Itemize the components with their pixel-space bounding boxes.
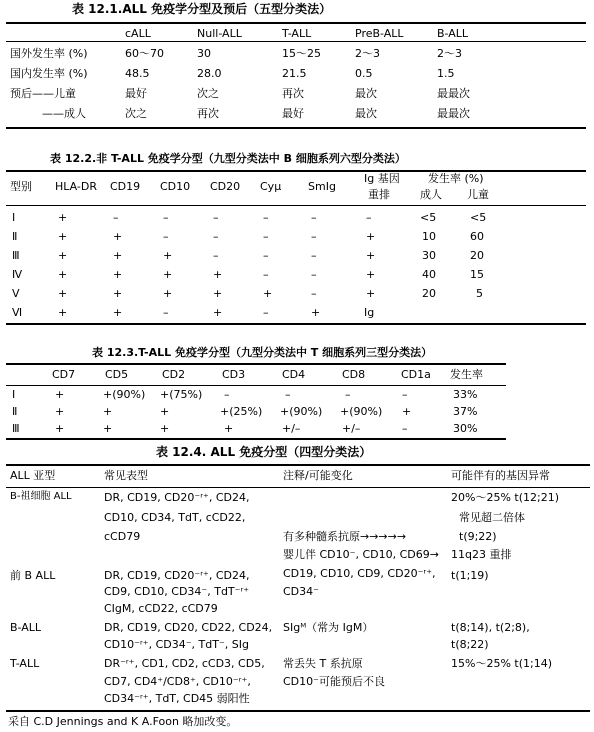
- table2-cell: +: [163, 287, 173, 300]
- table3-header-rule: [6, 385, 506, 386]
- table2-cell: –: [113, 211, 119, 224]
- table3-header-cd5: CD5: [105, 368, 129, 381]
- table2-top-rule: [6, 170, 586, 172]
- table3-cell: 33%: [453, 388, 478, 401]
- table2-cell: +: [113, 249, 123, 262]
- table2-adult-rate: <5: [420, 211, 437, 224]
- table2-cell: –: [311, 287, 317, 300]
- table4-header-rule: [6, 487, 590, 488]
- table1-row-label: ——成人: [42, 107, 86, 120]
- table4-header-subtype: ALL 亚型: [10, 469, 56, 482]
- table1-cell: 再次: [282, 87, 304, 100]
- table2-cell: –: [213, 211, 219, 224]
- table1-row-label: 国内发生率 (%): [10, 67, 88, 80]
- table4-gene-line: t(1;19): [451, 569, 489, 582]
- table2-cell: +: [366, 249, 376, 262]
- table2-bottom-rule: [6, 323, 586, 325]
- table2-child-rate: <5: [470, 211, 487, 224]
- table4-gene-line: t(8;22): [451, 638, 489, 651]
- table3-caption: 表 12.3.T-ALL 免疫学分型（九型分类法中 T 细胞系列三型分类法）: [92, 346, 433, 359]
- table4-note-line: CD34⁻: [283, 585, 319, 598]
- table2-header-rearrangement: 重排: [368, 188, 390, 201]
- table3-cell: 30%: [453, 422, 478, 435]
- table2-cell: +: [366, 287, 376, 300]
- table4-phenotype-line: CIgM, cCD22, cCD79: [104, 602, 218, 615]
- table2-cell: +: [113, 268, 123, 281]
- table2-cell: +: [113, 230, 123, 243]
- table4-phenotype-line: CD9, CD10, CD34⁻, TdT⁻ʳ⁺: [104, 585, 250, 598]
- table4-note-line: SIgᴹ（常为 IgM）: [283, 621, 374, 634]
- table2-cell: +: [163, 268, 173, 281]
- table2-row-type: Ⅱ: [12, 230, 18, 243]
- table2-adult-rate: 10: [422, 230, 436, 243]
- table3-row-type: Ⅱ: [12, 405, 18, 418]
- table2-row-type: Ⅳ: [12, 268, 23, 281]
- table2-cell: –: [263, 211, 269, 224]
- table2-row-type: Ⅰ: [12, 211, 16, 224]
- table4-gene-line: t(8;14), t(2;8),: [451, 621, 530, 634]
- table2-cell: +: [311, 306, 321, 319]
- table4-phenotype-line: CD10, CD34, TdT, cCD22,: [104, 511, 246, 524]
- table1-header-b-all: B-ALL: [437, 27, 469, 40]
- table1-header-null-all: Null-ALL: [197, 27, 242, 40]
- table1-cell: 2～3: [437, 47, 462, 60]
- table3-cell: –: [285, 388, 291, 401]
- table2-row-type: Ⅵ: [12, 306, 23, 319]
- table3-bottom-rule: [6, 438, 506, 440]
- table1-cell: 21.5: [282, 67, 307, 80]
- table3-header-cd1a: CD1a: [401, 368, 431, 381]
- table1-header-rule: [6, 41, 586, 42]
- table1-top-rule: [6, 22, 586, 24]
- table3-cell: +: [55, 405, 65, 418]
- table2-child-rate: 15: [470, 268, 484, 281]
- table4-caption: 表 12.4. ALL 免疫分型（四型分类法）: [156, 445, 372, 459]
- table1-cell: 28.0: [197, 67, 222, 80]
- table1-cell: 48.5: [125, 67, 150, 80]
- table3-cell: –: [345, 388, 351, 401]
- table1-caption: 表 12.1.ALL 免疫学分型及预后（五型分类法）: [72, 2, 332, 16]
- table2-header-cd20: CD20: [210, 180, 241, 193]
- table1-cell: 30: [197, 47, 211, 60]
- table3-header-cd4: CD4: [282, 368, 306, 381]
- table4-gene-line: 11q23 重排: [451, 548, 512, 561]
- table2-header-child: 儿童: [467, 188, 489, 201]
- table4-note-line: 婴儿伴 CD10⁻, CD10, CD69→: [283, 548, 439, 561]
- table4-note-line: CD10⁻可能预后不良: [283, 675, 385, 688]
- table3-header-cd3: CD3: [222, 368, 246, 381]
- table4-phenotype-line: CD7, CD4⁺/CD8⁺, CD10⁻ʳ⁺,: [104, 675, 251, 688]
- table4-gene-line: 15%～25% t(1;14): [451, 657, 552, 670]
- table1-cell: 最最次: [437, 87, 470, 100]
- table1-bottom-rule: [6, 127, 586, 129]
- table1-cell: 2～3: [355, 47, 380, 60]
- table1-cell: 次之: [125, 107, 147, 120]
- table3-cell: +: [160, 422, 170, 435]
- table3-cell: +: [103, 405, 113, 418]
- table2-cell: –: [263, 249, 269, 262]
- table3-cell: +(90%): [103, 388, 146, 401]
- table3-cell: +(90%): [340, 405, 383, 418]
- table3-cell: +: [160, 405, 170, 418]
- table1-cell: 最次: [355, 87, 377, 100]
- table2-header-adult: 成人: [420, 188, 442, 201]
- table2-cell: +: [213, 306, 223, 319]
- table1-header-call: cALL: [125, 27, 151, 40]
- table2-header-cymu: Cyμ: [260, 180, 282, 193]
- table2-cell: –: [311, 230, 317, 243]
- table2-cell: +: [213, 268, 223, 281]
- table4-phenotype-line: DR, CD19, CD20⁻ʳ⁺, CD24,: [104, 569, 250, 582]
- table3-cell: +: [103, 422, 113, 435]
- table2-cell: +: [113, 287, 123, 300]
- table2-header-ig-gene: Ig 基因: [364, 172, 400, 185]
- table4-subtype: T-ALL: [10, 657, 40, 670]
- table2-child-rate: 20: [470, 249, 484, 262]
- table1-cell: 0.5: [355, 67, 373, 80]
- table3-header-cd8: CD8: [342, 368, 366, 381]
- table2-cell: +: [163, 249, 173, 262]
- table2-adult-rate: 20: [422, 287, 436, 300]
- table3-cell: +/–: [282, 422, 301, 435]
- table4-gene-line: 20%～25% t(12;21): [451, 491, 559, 504]
- table2-cell: –: [263, 306, 269, 319]
- table3-cell: +(90%): [280, 405, 323, 418]
- table4-subtype: 前 B ALL: [10, 569, 56, 582]
- table1-cell: 60～70: [125, 47, 164, 60]
- table2-cell: –: [213, 230, 219, 243]
- table2-cell: –: [163, 230, 169, 243]
- table2-cell: –: [311, 268, 317, 281]
- table4-phenotype-line: cCD79: [104, 530, 141, 543]
- table3-cell: +: [55, 388, 65, 401]
- table4-phenotype-line: CD10⁻ʳ⁺, CD34⁻, TdT⁻, SIg: [104, 638, 249, 651]
- table4-note-line: 常丢失 T 系抗原: [283, 657, 363, 670]
- table2-child-rate: 5: [476, 287, 483, 300]
- table1-row-label: 国外发生率 (%): [10, 47, 88, 60]
- table4-header-gene: 可能伴有的基因异常: [451, 469, 550, 482]
- table2-cell: –: [311, 211, 317, 224]
- table3-cell: +(25%): [220, 405, 263, 418]
- table4-note-line: 有多种髓系抗原→→→→→: [283, 530, 407, 543]
- table4-gene-line: t(9;22): [459, 530, 497, 543]
- table2-header-incidence: 发生率 (%): [428, 172, 484, 185]
- table2-adult-rate: 30: [422, 249, 436, 262]
- table2-cell: –: [213, 249, 219, 262]
- table3-header-cd2: CD2: [162, 368, 186, 381]
- table2-cell: +: [113, 306, 123, 319]
- table4-subtype: B-祖细胞 ALL: [10, 491, 72, 502]
- table2-cell: +: [58, 268, 68, 281]
- table2-header-cd19: CD19: [110, 180, 141, 193]
- table4-gene-line: 常见超二倍体: [459, 511, 525, 524]
- table3-cell: +: [55, 422, 65, 435]
- table1-cell: 次之: [197, 87, 219, 100]
- table2-cell: –: [263, 268, 269, 281]
- table2-cell: –: [163, 306, 169, 319]
- table2-cell: +: [366, 268, 376, 281]
- table1-header-t-all: T-ALL: [282, 27, 312, 40]
- table1-cell: 15～25: [282, 47, 321, 60]
- table4-phenotype-line: DR⁻ʳ⁺, CD1, CD2, cCD3, CD5,: [104, 657, 265, 670]
- table2-cell: –: [163, 211, 169, 224]
- table1-cell: 最次: [355, 107, 377, 120]
- table4-header-phenotype: 常见表型: [104, 469, 148, 482]
- table1-cell: 再次: [197, 107, 219, 120]
- table2-adult-rate: 40: [422, 268, 436, 281]
- table2-cell: +: [263, 287, 273, 300]
- table2-cell: –: [311, 249, 317, 262]
- table2-header-type: 型别: [10, 180, 32, 193]
- table1-header-preb-all: PreB-ALL: [355, 27, 404, 40]
- table3-header-cd7: CD7: [52, 368, 76, 381]
- table4-top-rule: [6, 464, 590, 466]
- table1-cell: 最最次: [437, 107, 470, 120]
- table2-cell: +: [58, 287, 68, 300]
- table2-header-rule: [6, 205, 586, 206]
- table1-cell: 最好: [282, 107, 304, 120]
- table3-row-type: Ⅲ: [12, 422, 20, 435]
- table1-row-label: 预后——儿童: [10, 87, 76, 100]
- table2-cell: +: [366, 230, 376, 243]
- table2-cell: +: [58, 211, 68, 224]
- table4-phenotype-line: DR, CD19, CD20⁻ʳ⁺, CD24,: [104, 491, 250, 504]
- table2-row-type: Ⅴ: [12, 287, 20, 300]
- table1-cell: 1.5: [437, 67, 455, 80]
- table3-cell: +: [402, 405, 412, 418]
- table2-cell: +: [58, 306, 68, 319]
- table2-header-hla-dr: HLA-DR: [55, 180, 98, 193]
- source-footnote: 采自 C.D Jennings and K A.Foon 略加改变。: [8, 715, 238, 728]
- table3-cell: +/–: [342, 422, 361, 435]
- table2-cell: –: [366, 211, 372, 224]
- table4-bottom-rule: [6, 710, 590, 712]
- table2-cell: –: [263, 230, 269, 243]
- table2-cell: +: [58, 249, 68, 262]
- table4-note-line: CD19, CD10, CD9, CD20⁻ʳ⁺,: [283, 567, 436, 580]
- table3-top-rule: [6, 363, 506, 365]
- table3-header-incidence: 发生率: [450, 368, 483, 381]
- table3-cell: +(75%): [160, 388, 203, 401]
- table3-cell: –: [224, 388, 230, 401]
- table3-row-type: Ⅰ: [12, 388, 16, 401]
- table3-cell: –: [402, 388, 408, 401]
- table3-cell: 37%: [453, 405, 478, 418]
- table2-child-rate: 60: [470, 230, 484, 243]
- table4-phenotype-line: DR, CD19, CD20, CD22, CD24,: [104, 621, 273, 634]
- table3-cell: –: [402, 422, 408, 435]
- table4-phenotype-line: CD34⁻ʳ⁺, TdT, CD45 弱阳性: [104, 692, 250, 705]
- table2-caption: 表 12.2.非 T-ALL 免疫学分型（九型分类法中 B 细胞系列六型分类法）: [50, 152, 406, 165]
- table2-cell: +: [58, 230, 68, 243]
- table3-cell: +: [224, 422, 234, 435]
- table2-cell: Ig: [364, 306, 375, 319]
- table4-header-notes: 注释/可能变化: [283, 469, 353, 482]
- table2-header-cd10: CD10: [160, 180, 191, 193]
- table2-row-type: Ⅲ: [12, 249, 20, 262]
- table1-cell: 最好: [125, 87, 147, 100]
- table4-subtype: B-ALL: [10, 621, 42, 634]
- table2-header-smig: SmIg: [308, 180, 336, 193]
- table2-cell: +: [213, 287, 223, 300]
